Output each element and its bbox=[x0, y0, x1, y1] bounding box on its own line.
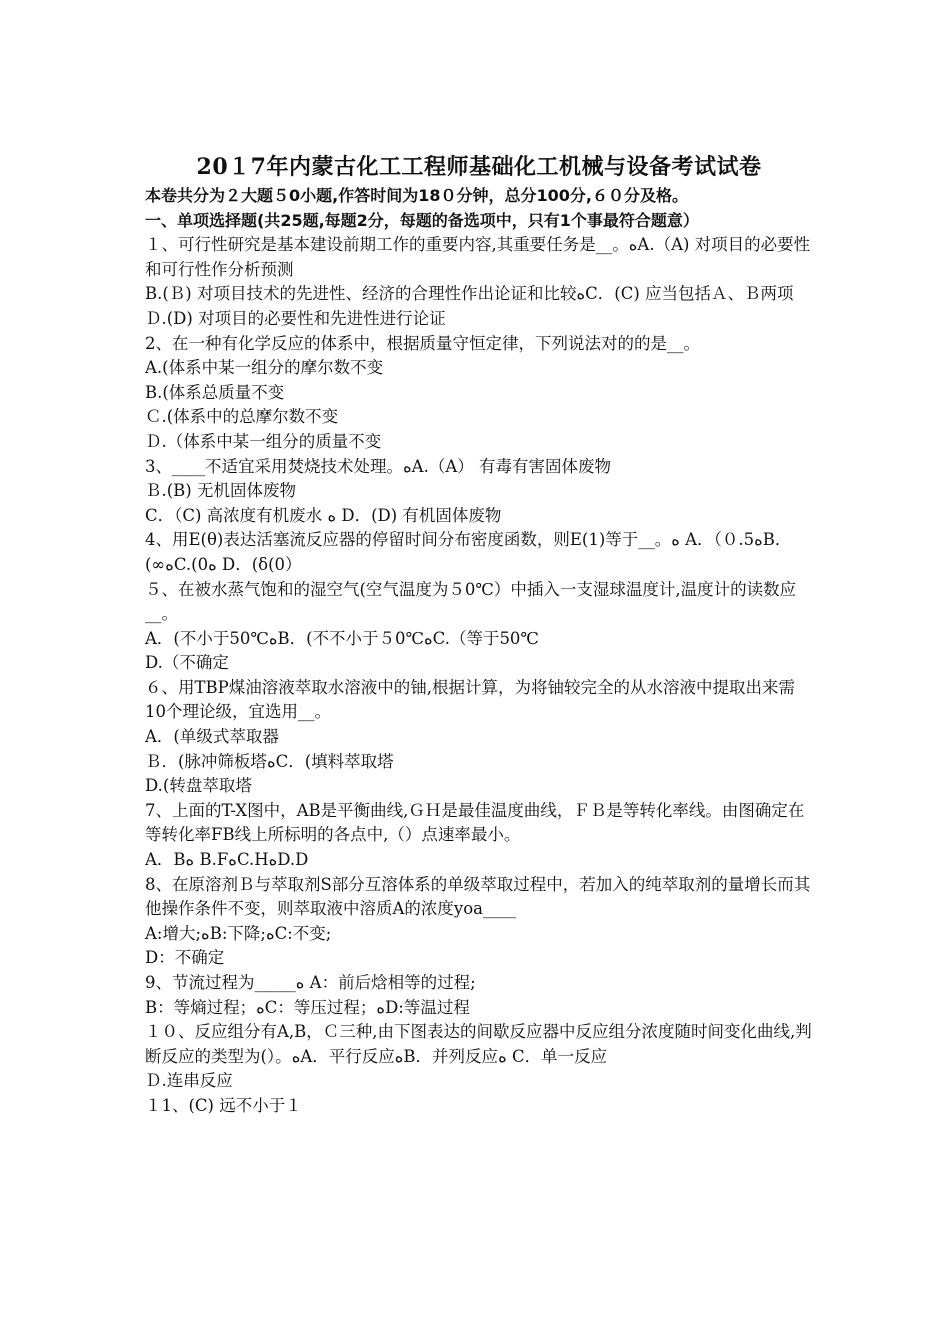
text-line: A．(单级式萃取器 bbox=[145, 727, 279, 747]
text-line: ６、用TBP煤油溶液萃取水溶液中的铀,根据计算，为将铀较完全的从水溶液中提取出来需10个理论级，宜选用__。 bbox=[145, 677, 795, 722]
text-line: D.（不确定 bbox=[145, 653, 229, 673]
page-title: 20１7年内蒙古化工工程师基础化工机械与设备考试试卷 bbox=[196, 154, 762, 180]
text-line: B.(Ｂ) 对项目技术的先进性、经济的合理性作出论证和比较ﻩC．(C) 应当包括Ａ、Ｂ两项 bbox=[145, 284, 794, 304]
exam-page bbox=[145, 150, 813, 1119]
text-line: １０、反应组分有A,B，Ｃ三种,由下图表达的间歇反应器中反应组分浓度随时间变化曲线,判断反应的类型为(）。ﻩA．平行反应ﻩB．并列反应ﻩ C．单一反应 bbox=[145, 1022, 812, 1066]
text-line: Ｂ．(脉冲筛板塔ﻩC．(填料萃取塔 bbox=[145, 751, 394, 771]
text-line: １、可行性研究是基本建设前期工作的重要内容,其重要任务是__。ﻩA.（A) 对项目的必要性和可行性作分析预测 bbox=[145, 235, 811, 279]
text-line: 9、节流过程为_____ﻩ A：前后焓相等的过程; bbox=[145, 973, 476, 992]
text-line: 2、在一种有化学反应的体系中，根据质量守恒定律，下列说法对的的是__。 bbox=[145, 333, 700, 353]
text-line: 8、在原溶剂Ｂ与萃取剂S部分互溶体系的单级萃取过程中，若加入的纯萃取剂的量增长而其他操作条件不变，则萃取液中溶质A的浓度yoa____ bbox=[145, 874, 811, 919]
text-line: A．(不小于50℃ﻩB．(不不小于５0℃ﻩC.（等于50℃ bbox=[145, 628, 539, 648]
text-line: B.(体系总质量不变 bbox=[145, 382, 285, 402]
text-line: B：等熵过程；ﻩC：等压过程；ﻩD:等温过程 bbox=[145, 997, 470, 1017]
text-line: D.(转盘萃取塔 bbox=[145, 776, 252, 796]
question-body bbox=[145, 233, 813, 1118]
text-line: １1、(C) 远不小于１ bbox=[145, 1095, 302, 1115]
text-line: Ｂ.(B) 无机固体废物 bbox=[145, 481, 296, 501]
section-heading: 一、单项选择题(共25题,每题2分，每题的备选项中，只有1个事最符合题意） bbox=[145, 210, 699, 230]
text-line: ５、在被水蒸气饱和的湿空气(空气温度为５0℃）中插入一支湿球温度计,温度计的读数应__。 bbox=[145, 579, 797, 624]
text-line: Ｄ.连串反应 bbox=[145, 1071, 233, 1091]
text-line: D：不确定 bbox=[145, 948, 225, 968]
text-line: A．Bﻩ B.FﻩC.HﻩD.D bbox=[145, 850, 309, 870]
text-line: A.(体系中某一组分的摩尔数不变 bbox=[145, 358, 384, 378]
text-line: Ｄ.(D) 对项目的必要性和先进性进行论证 bbox=[145, 308, 446, 328]
text-line: 3、____不适宜采用焚烧技术处理。ﻩA.（A） 有毒有害固体废物 bbox=[145, 456, 611, 476]
text-line: A:增大;ﻩB:下降;ﻩC:不变; bbox=[145, 923, 332, 943]
exam-intro: 本卷共分为２大题５0小题,作答时间为18０分钟，总分100分,６０分及格。 bbox=[145, 186, 688, 205]
text-line: 7、上面的T-X图中，AB是平衡曲线,ＧＨ是最佳温度曲线，ＦＢ是等转化率线。由图确定在等转化率FB线上所标明的各点中,（）点速率最小。 bbox=[145, 800, 805, 845]
text-line: Ｃ.(体系中的总摩尔数不变 bbox=[145, 407, 339, 427]
text-line: C．（C) 高浓度有机废水 ﻩ D．(D) 有机固体废物 bbox=[145, 505, 502, 525]
text-line: Ｄ.（体系中某一组分的质量不变 bbox=[145, 431, 382, 451]
text-line: 4、用E(θ)表达活塞流反应器的停留时间分布密度函数，则E(1)等于__。ﻩ A．（０.5ﻩB．(∞ﻩC.(0ﻩ D．(δ(0） bbox=[145, 530, 792, 574]
